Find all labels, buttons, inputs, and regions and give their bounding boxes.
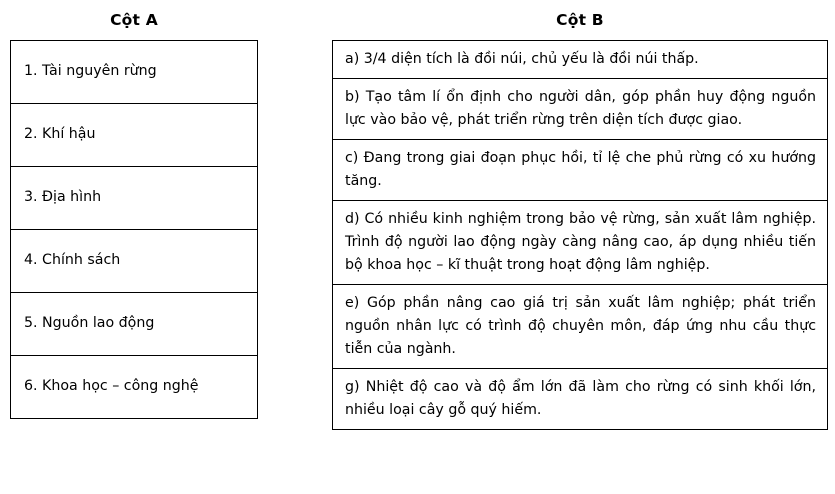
- table-row: [11, 355, 258, 418]
- column-a-cell-5[interactable]: 5. Nguồn lao động: [11, 292, 258, 355]
- column-b-text-g: g) Nhiệt độ cao và độ ẩm lớn đã làm cho rừng có sinh khối lớn, nhiều loại cây gỗ quý hiếm.: [345, 378, 816, 418]
- table-row: [333, 200, 828, 284]
- table-row: [11, 40, 258, 103]
- table-row: [333, 40, 828, 78]
- column-b-header: Cột B: [556, 11, 604, 29]
- column-b-text-d: d) Có nhiều kinh nghiệm trong bảo vệ rừng, sản xuất lâm nghiệp. Trình độ người lao động ngày càng nâng cao, áp dụng nhiều tiến bộ khoa học – kĩ thuật trong hoạt động lâm nghiệp.: [345, 210, 816, 273]
- column-b-text-b: b) Tạo tâm lí ổn định cho người dân, góp phần huy động nguồn lực vào bảo vệ, phát triển rừng trên diện tích được giao.: [345, 88, 816, 128]
- column-b-cell-b[interactable]: [333, 78, 828, 139]
- column-a-cell-6[interactable]: 6. Khoa học – công nghệ: [11, 355, 258, 418]
- column-b-cell-c[interactable]: [333, 139, 828, 200]
- column-b-text-a: a) 3/4 diện tích là đồi núi, chủ yếu là đồi núi thấp.: [345, 50, 699, 67]
- table-row: [11, 292, 258, 355]
- column-b-table: [332, 40, 828, 430]
- column-b-text-c: c) Đang trong giai đoạn phục hồi, tỉ lệ che phủ rừng có xu hướng tăng.: [345, 149, 816, 189]
- column-a-cell-3[interactable]: 3. Địa hình: [11, 166, 258, 229]
- table-row: [333, 284, 828, 368]
- table-row: [333, 139, 828, 200]
- column-a-container: [10, 0, 258, 419]
- column-b-cell-d[interactable]: [333, 200, 828, 284]
- table-row: [333, 78, 828, 139]
- table-row: [11, 103, 258, 166]
- column-b-text-e: e) Góp phần nâng cao giá trị sản xuất lâm nghiệp; phát triển nguồn nhân lực có trình độ chuyên môn, đáp ứng nhu cầu thực tiễn của ngành.: [345, 294, 816, 357]
- column-b-cell-a[interactable]: [333, 40, 828, 78]
- table-row: [11, 229, 258, 292]
- column-a-cell-2[interactable]: 2. Khí hậu: [11, 103, 258, 166]
- column-b-container: [332, 0, 828, 430]
- table-row: [333, 368, 828, 429]
- column-a-cell-4[interactable]: 4. Chính sách: [11, 229, 258, 292]
- column-a-cell-1[interactable]: 1. Tài nguyên rừng: [11, 40, 258, 103]
- column-a-header: Cột A: [110, 11, 158, 29]
- column-b-cell-g[interactable]: [333, 368, 828, 429]
- column-b-cell-e[interactable]: [333, 284, 828, 368]
- column-a-table: [10, 40, 258, 419]
- table-row: [11, 166, 258, 229]
